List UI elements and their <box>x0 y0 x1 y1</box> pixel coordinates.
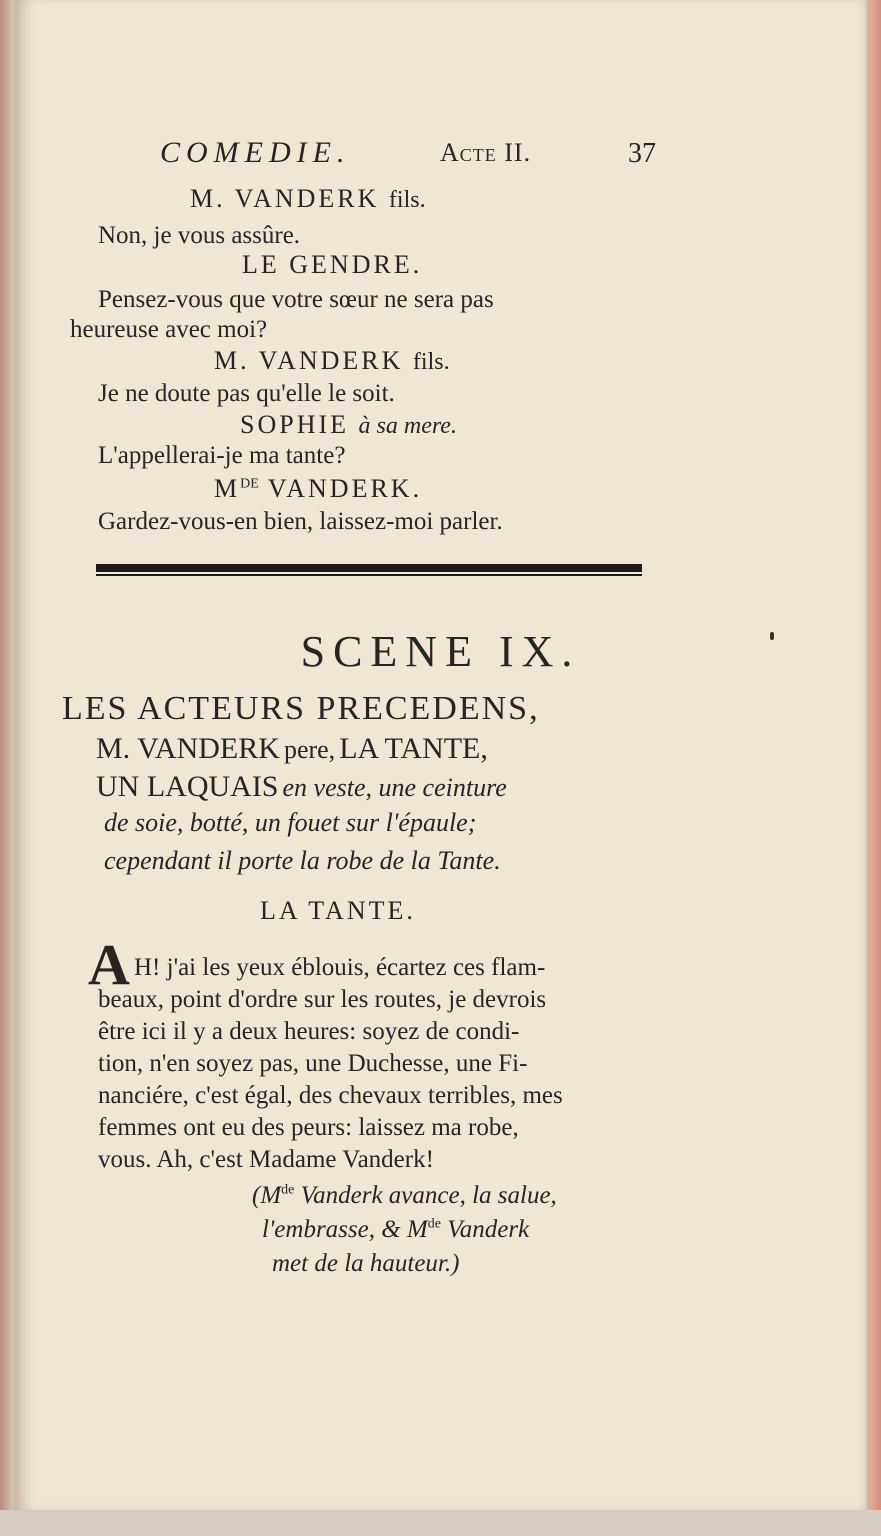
cast-text: LA TANTE, <box>339 732 488 765</box>
rule-thick-line <box>96 564 642 572</box>
speaker-label: SOPHIE <box>240 410 350 439</box>
cast-line <box>62 690 540 728</box>
cast-line <box>96 732 488 766</box>
dialogue-line: Je ne doute pas qu'elle le soit. <box>98 380 395 407</box>
stage-text: Vanderk avance, la salue, <box>300 1182 557 1209</box>
page-number: 37 <box>628 138 656 169</box>
stage-direction-line <box>252 1182 557 1210</box>
page-right-edge <box>867 0 881 1536</box>
bottom-margin <box>0 1510 881 1536</box>
speaker-suffix: à sa mere. <box>358 413 457 439</box>
speaker-name: LE GENDRE. <box>242 250 423 279</box>
cast-text: M. VANDERK <box>96 732 280 765</box>
speaker-label: M. VANDERK <box>214 346 404 375</box>
stage-text: (M <box>252 1182 282 1209</box>
rule-thin-line <box>96 574 642 576</box>
cast-text: cependant il porte la robe de la Tante. <box>104 846 501 875</box>
stage-text: l'embrasse, & M <box>262 1216 428 1243</box>
speaker-name <box>190 184 426 214</box>
speaker-label: M. VANDERK <box>190 184 380 213</box>
speaker-suffix: fils. <box>388 187 426 213</box>
act-label: Acte II. <box>440 138 532 167</box>
speaker-superscript: DE <box>240 476 259 492</box>
cast-text: UN LAQUAIS <box>96 770 279 803</box>
speaker-name <box>214 346 450 376</box>
speaker-name <box>240 410 457 440</box>
speech-line: femmes ont eu des peurs: laissez ma robe, <box>98 1114 519 1141</box>
running-title: COMEDIE. <box>160 136 351 169</box>
stage-text: Vanderk <box>447 1216 530 1243</box>
speech-line: être ici il y a deux heures: soyez de condi- <box>98 1018 520 1045</box>
speaker-suffix: fils. <box>412 349 450 375</box>
speaker-name: LA TANTE. <box>260 896 416 925</box>
page-header <box>0 136 881 176</box>
dialogue-line: heureuse avec moi? <box>70 316 268 343</box>
speaker-name <box>214 474 422 504</box>
dialogue-line: Pensez-vous que votre sœur ne sera pas <box>98 286 494 313</box>
scene-divider-rule <box>96 564 642 578</box>
dialogue-line: Non, je vous assûre. <box>98 222 301 249</box>
stage-direction-line: met de la hauteur.) <box>272 1250 460 1277</box>
speech-line: H! j'ai les yeux éblouis, écartez ces flam- <box>134 954 546 981</box>
stage-direction-line <box>262 1216 529 1244</box>
cast-text: en veste, une ceinture <box>282 773 507 802</box>
speaker-label: VANDERK. <box>267 474 423 503</box>
scene-title: SCENE IX. <box>300 627 581 676</box>
speech-line: nanciére, c'est égal, des chevaux terribles, mes <box>98 1082 563 1109</box>
cast-line <box>104 846 501 876</box>
cast-text: de soie, botté, un fouet sur l'épaule; <box>104 808 477 837</box>
cast-text: LES ACTEURS PRECEDENS, <box>62 690 540 727</box>
dialogue-line: Gardez-vous-en bien, laissez-moi parler. <box>98 508 503 535</box>
dialogue-line: L'appellerai-je ma tante? <box>98 442 346 469</box>
cast-line <box>96 770 507 804</box>
drop-cap: A <box>88 932 130 997</box>
cast-line <box>104 808 476 838</box>
speaker-prefix: M <box>214 474 241 503</box>
cast-text: pere, <box>283 735 336 764</box>
page-left-edge <box>0 0 14 1536</box>
stage-superscript: de <box>281 1182 295 1198</box>
speech-line: tion, n'en soyez pas, une Duchesse, une Fi- <box>98 1050 528 1077</box>
speech-line: beaux, point d'ordre sur les routes, je devrois <box>98 986 547 1013</box>
speech-line: vous. Ah, c'est Madame Vanderk! <box>98 1146 434 1173</box>
stage-superscript: de <box>427 1216 441 1232</box>
